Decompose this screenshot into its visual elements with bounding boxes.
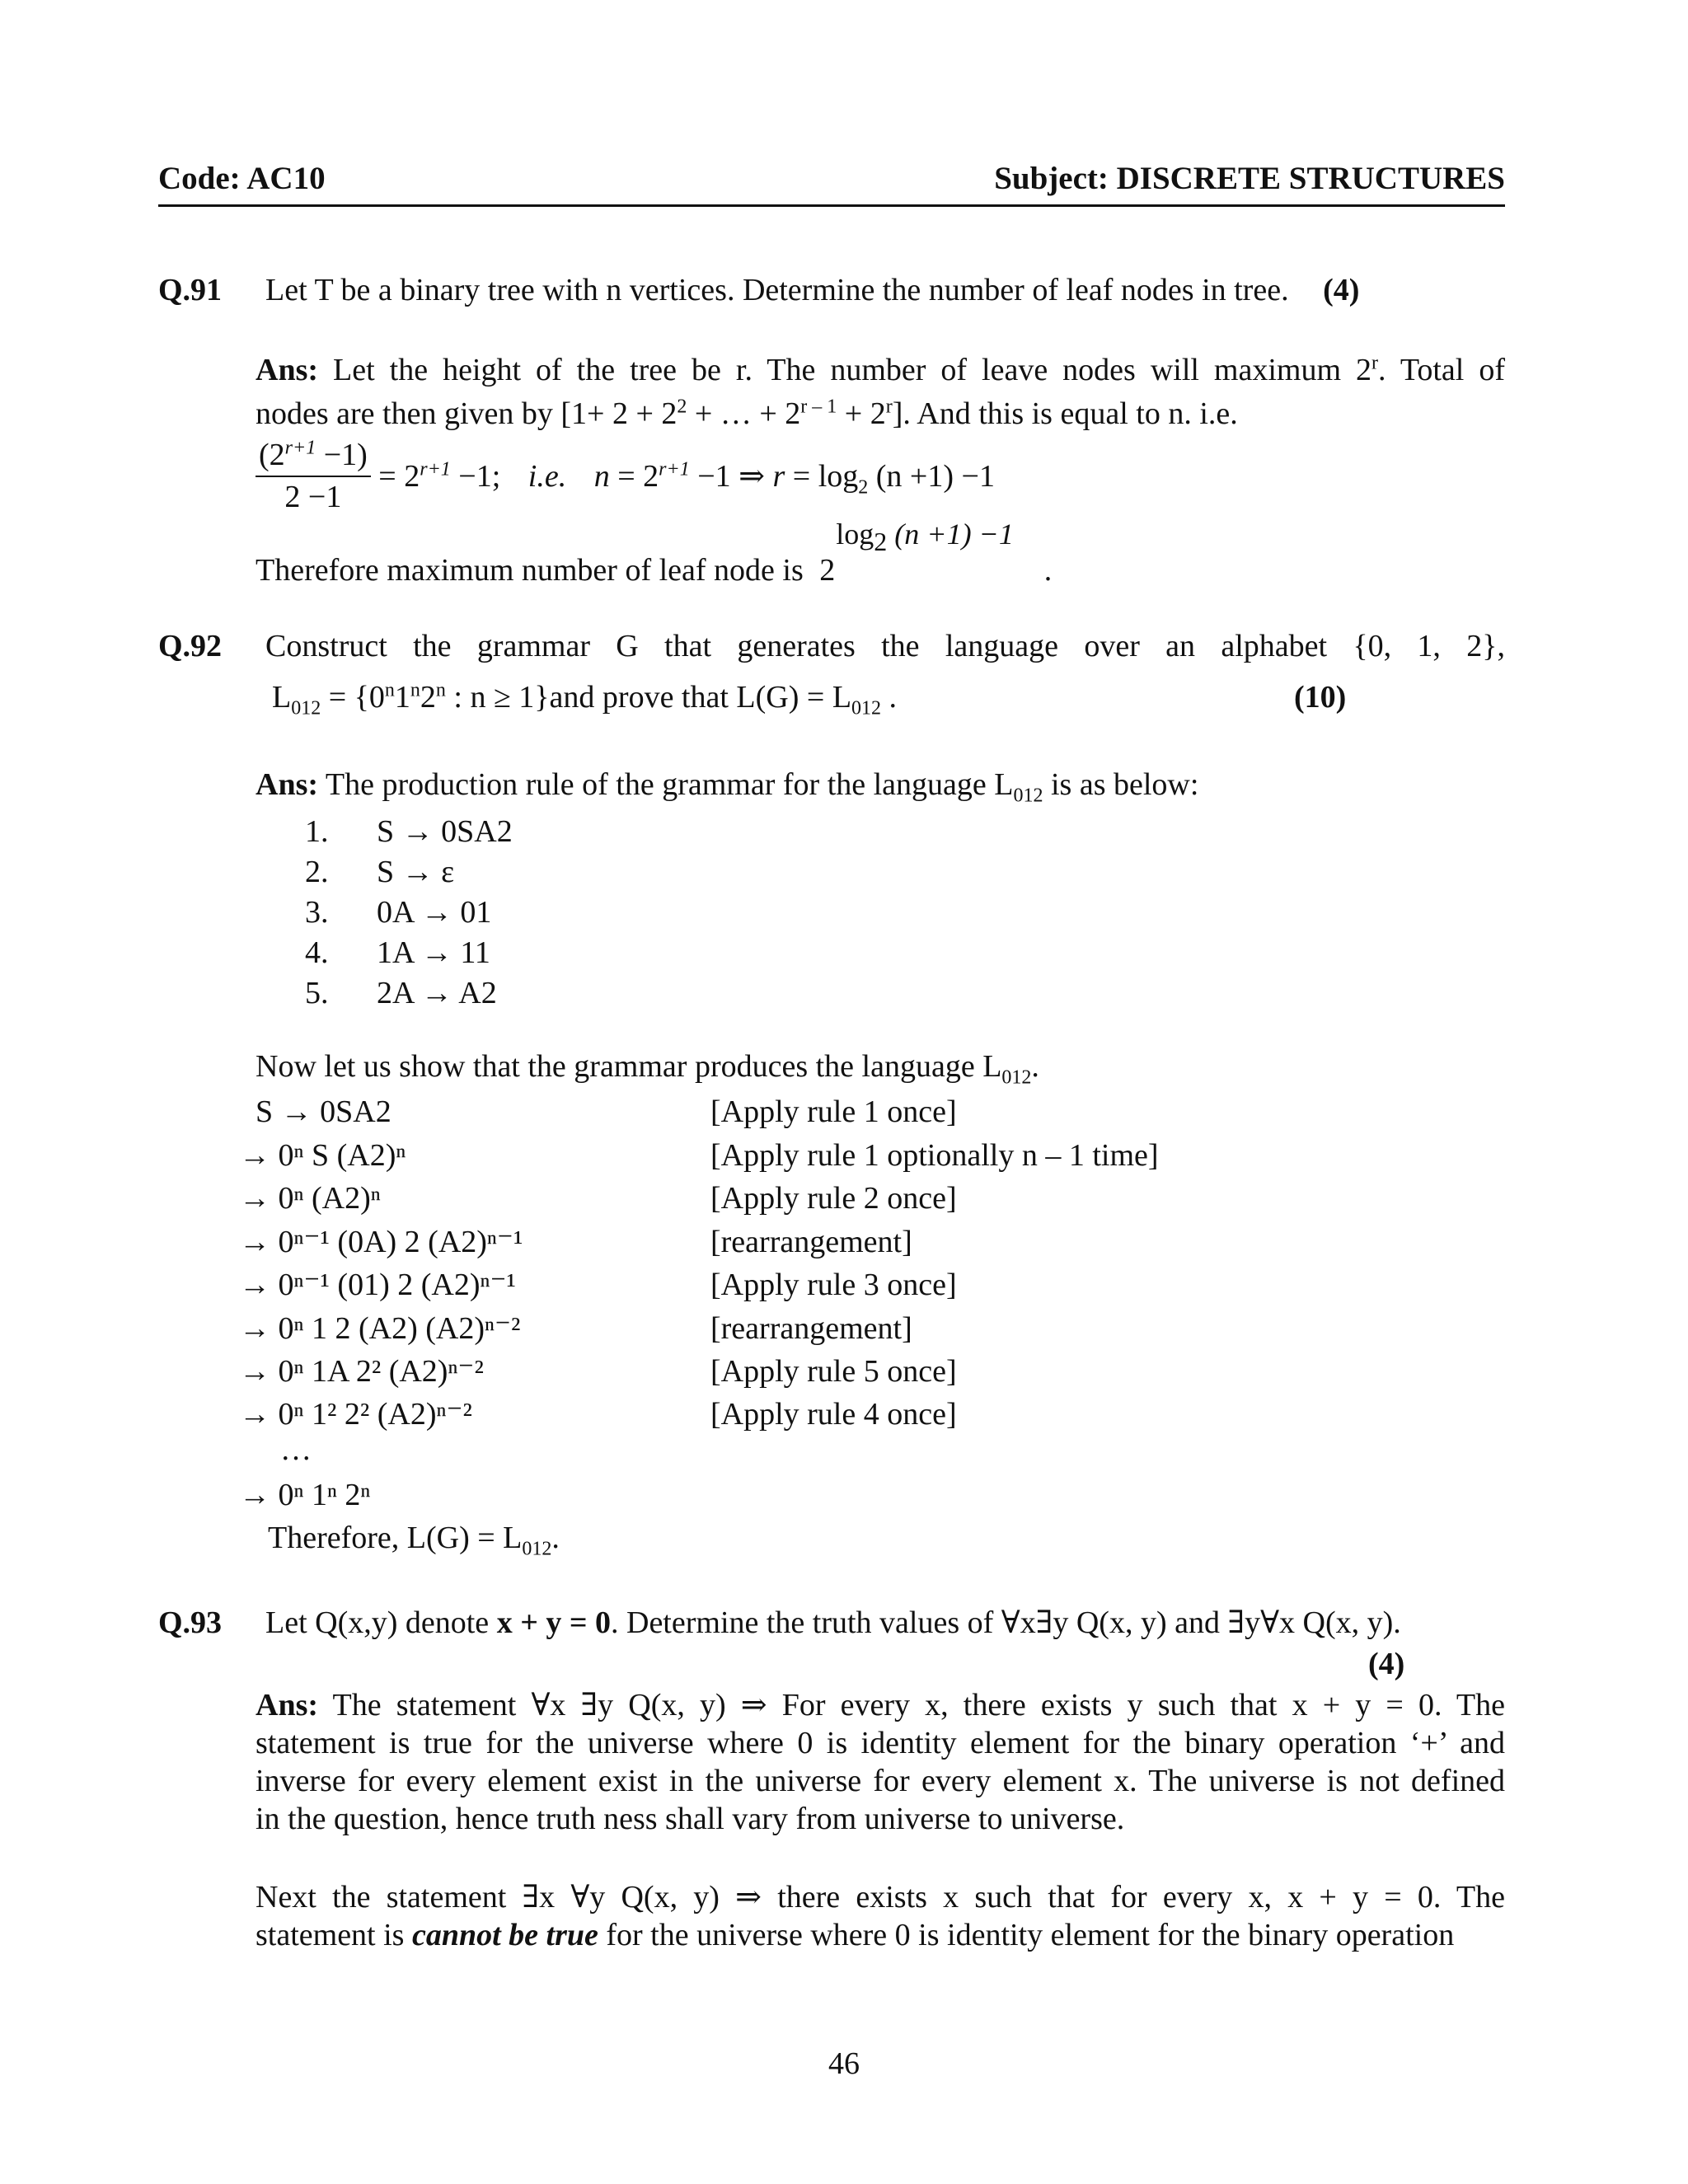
list-item: 1. S → 0SA2	[305, 814, 513, 849]
answer-91-line1: Ans: Let the height of the tree be r. The number of leave nodes will maximum 2$^r$. Total of	[256, 352, 1506, 387]
question-92-line1: Construct the grammar G that generates the language over an alphabet {0, 1, 2},	[265, 629, 1505, 663]
derivation-step: → 0ⁿ 1ⁿ 2ⁿ	[239, 1478, 371, 1512]
answer-92-intro: Ans: The production rule of the grammar for the language $L_{012}$ is as below:	[256, 767, 1199, 807]
question-91-text	[265, 270, 1359, 311]
derivation-ellipsis: …	[280, 1432, 312, 1467]
derivation-step: → 0ⁿ S (A2)ⁿ	[239, 1138, 406, 1173]
derivation-step: → 0ⁿ 1² 2² (A2)ⁿ⁻²	[239, 1397, 472, 1432]
answer-93-p2-line1: Next the statement ∃x ∀y Q(x, y) ⇒ there exists x such that for every x, x + y = 0. The	[256, 1880, 1505, 1915]
answer-93-p1-line3: inverse for every element exist in the universe for every element x. The universe is not defined	[256, 1764, 1505, 1798]
question-number-91: Q.91	[158, 273, 223, 307]
derivation-step: S → 0SA2	[256, 1094, 392, 1129]
header-code: Code: AC10	[158, 161, 326, 196]
list-item: 3. 0A → 01	[305, 895, 492, 930]
answer-label: Ans:	[256, 353, 319, 387]
question-93-text: Let Q(x,y) denote x + y = 0. Determine the truth values of ∀x∃y Q(x, y) and ∃y∀x Q(x, y).	[265, 1605, 1401, 1640]
derivation-note: [Apply rule 4 once]	[710, 1397, 957, 1432]
answer-92-therefore: Therefore, $L(G) = L_{012}$.	[268, 1521, 560, 1560]
derivation-note: [Apply rule 1 optionally n – 1 time]	[710, 1138, 1159, 1173]
derivation-step: → 0ⁿ 1A 2² (A2)ⁿ⁻²	[239, 1354, 484, 1389]
answer-93-p1-line4: in the question, hence truth ness shall vary from universe to universe.	[256, 1802, 1125, 1836]
answer-91-line2: nodes are then given by [$1+ 2 + 2^2$ + … + $2^{r - 1} + 2^r$]. And this is equal to n. i.e.	[256, 396, 1238, 431]
question-number-93: Q.93	[158, 1605, 223, 1640]
derivation-note: [rearrangement]	[710, 1311, 912, 1346]
question-92-marks: (10)	[1294, 680, 1347, 715]
derivation-step: → 0ⁿ⁻¹ (01) 2 (A2)ⁿ⁻¹	[239, 1268, 516, 1302]
derivation-note: [rearrangement]	[710, 1225, 912, 1259]
question-91-marks: (4)	[1323, 273, 1360, 307]
question-number-92: Q.92	[158, 629, 223, 663]
answer-93-p1-line1: Ans: The statement ∀x ∃y Q(x, y) ⇒ For every x, there exists y such that x + y = 0. The	[256, 1688, 1505, 1722]
derivation-note: [Apply rule 5 once]	[710, 1354, 957, 1389]
derivation-note: [Apply rule 3 once]	[710, 1268, 957, 1302]
question-93-marks: (4)	[1368, 1647, 1405, 1681]
derivation-step: → 0ⁿ 1 2 (A2) (A2)ⁿ⁻²	[239, 1311, 521, 1346]
derivation-note: [Apply rule 2 once]	[710, 1181, 957, 1216]
derivation-note: [Apply rule 1 once]	[710, 1094, 957, 1129]
derivation-step: → 0ⁿ (A2)ⁿ	[239, 1181, 381, 1216]
answer-92-show-line: Now let us show that the grammar produces the language $L_{012}$.	[256, 1049, 1039, 1089]
answer-93-p1-line2: statement is true for the universe where 0 is identity element for the binary operation ‘+’ and	[256, 1726, 1505, 1760]
header-divider	[158, 204, 1505, 207]
header-subject: Subject: DISCRETE STRUCTURES	[994, 161, 1505, 196]
question-91-body: Let T be a binary tree with n vertices. Determine the number of leaf nodes in tree.	[265, 273, 1289, 307]
production-rules-list	[305, 812, 513, 1014]
derivation-step: → 0ⁿ⁻¹ (0A) 2 (A2)ⁿ⁻¹	[239, 1225, 523, 1259]
list-item: 5. 2A → A2	[305, 976, 497, 1010]
answer-91-equation: $\frac{(2^{r+1} -1)}{2 -1}$ = $2^{r+1} -1$; i.e. $n = 2^{r+1} -1$ ⇒ $r = \log_2 (n +1) -1$	[256, 435, 995, 518]
equation-fraction: $\frac{(2^{r+1} -1)}{2 -1}$	[256, 435, 371, 518]
page-number: 46	[828, 2046, 860, 2081]
answer-91-conclusion: Therefore maximum number of leaf node is 2 $\log_2 (n +1) -1$ .	[256, 518, 1053, 588]
answer-label: Ans:	[256, 767, 319, 802]
answer-label: Ans:	[256, 1688, 319, 1722]
list-item: 2. S → ε	[305, 855, 455, 889]
list-item: 4. 1A → 11	[305, 935, 490, 970]
question-92-line2: $L_{012} = \{0^n1^n2^n$ : n ≥ 1}and prove that $L(G) = L_{012}$ .	[272, 679, 898, 719]
answer-93-p2-line2: statement is cannot be true for the universe where 0 is identity element for the binary operation	[256, 1918, 1455, 1952]
